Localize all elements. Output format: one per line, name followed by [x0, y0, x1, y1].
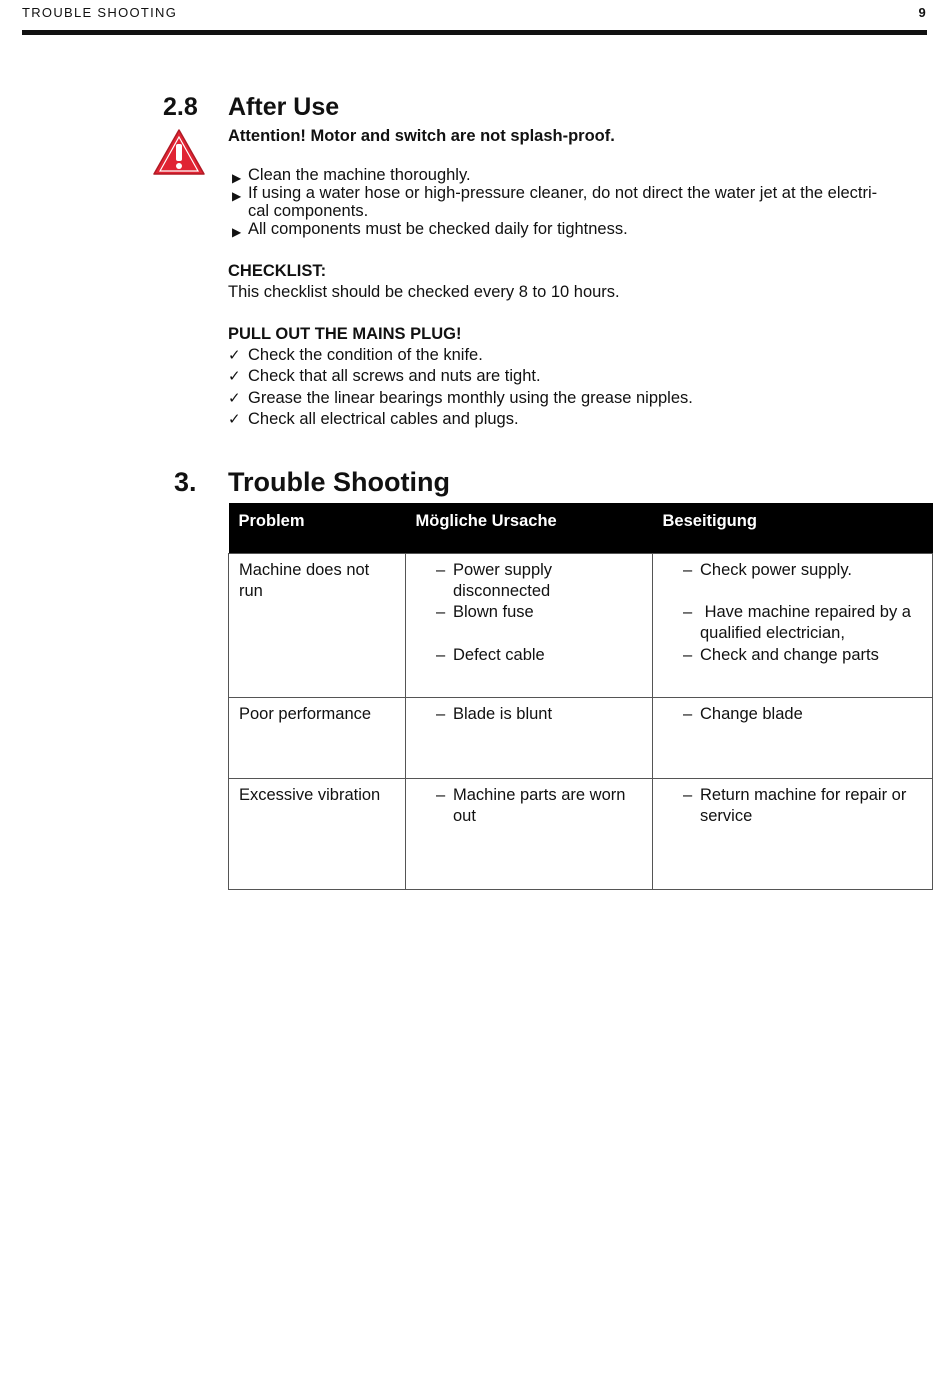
cause-cell: [406, 778, 653, 889]
table-row: [229, 553, 933, 697]
table-header-row: [229, 503, 933, 553]
cause-cell: [406, 697, 653, 778]
checklist-heading: CHECKLIST:: [228, 262, 327, 280]
section-number: 3.: [174, 467, 197, 497]
cause-item: – Power supply disconnected: [436, 560, 553, 600]
remedy-item: – Check power supply.: [683, 560, 852, 579]
list-item: ▶ If using a water hose or high-pressure cleaner, do not direct the water jet at the electri-: [232, 184, 878, 203]
column-header-remedy: Beseitigung: [653, 503, 933, 553]
problem-cell: Excessive vibration: [229, 778, 406, 889]
remedy-cell: [653, 697, 933, 778]
check-item: ✓ Check that all screws and nuts are tight.: [228, 366, 693, 387]
cause-item: – Blown fuse: [436, 603, 534, 622]
cause-item: – Defect cable: [436, 645, 545, 664]
column-header-problem: Problem: [229, 503, 406, 553]
table-row: [229, 697, 933, 778]
mains-plug-heading: PULL OUT THE MAINS PLUG!: [228, 325, 462, 343]
checkmark-icon: ✓: [228, 389, 241, 407]
cause-item: – Machine parts are worn out: [436, 785, 626, 825]
triangle-bullet-icon: ▶: [232, 225, 242, 239]
triangle-bullet-icon: ▶: [232, 171, 242, 185]
attention-text: Attention! Motor and switch are not splash-proof.: [228, 127, 615, 145]
checkmark-icon: ✓: [228, 368, 241, 386]
list-item: ▶ All components must be checked daily for tightness.: [232, 220, 628, 239]
checklist-note: This checklist should be checked every 8 to 10 hours.: [228, 283, 620, 301]
remedy-item: – Change blade: [683, 704, 803, 723]
cause-cell: [406, 553, 653, 697]
column-header-cause: Mögliche Ursache: [406, 503, 653, 553]
remedy-cell: [653, 553, 933, 697]
section-title: Trouble Shooting: [228, 467, 450, 497]
cause-item: – Blade is blunt: [436, 704, 553, 723]
check-item: ✓ Check all electrical cables and plugs.: [228, 409, 693, 430]
checkmark-icon: ✓: [228, 347, 241, 364]
problem-cell: Machine does not run: [229, 553, 406, 697]
section-title: After Use: [228, 93, 340, 121]
section-number: 2.8: [163, 93, 198, 121]
triangle-bullet-icon: ▶: [232, 189, 242, 203]
table-row: [229, 778, 933, 889]
check-item: ✓ Check the condition of the knife.: [228, 345, 693, 366]
after-use-list: [228, 166, 928, 238]
header-rule: [22, 30, 927, 35]
remedy-item: – Return machine for repair or service: [683, 785, 907, 825]
running-header: [22, 5, 927, 25]
remedy-item: – Check and change parts: [683, 645, 879, 664]
page-number: 9: [918, 5, 927, 20]
problem-cell: Poor performance: [229, 697, 406, 778]
running-header-title: TROUBLE SHOOTING: [22, 5, 178, 20]
remedy-cell: [653, 778, 933, 889]
checklist: [228, 345, 693, 430]
list-item-continuation: cal components.: [248, 202, 369, 220]
remedy-item: – Have machine repaired by a qualified electrician,: [683, 603, 916, 643]
checkmark-icon: ✓: [228, 410, 241, 428]
check-item: ✓ Grease the linear bearings monthly using the grease nipples.: [228, 388, 693, 409]
list-item: ▶ Clean the machine thoroughly.: [232, 166, 471, 185]
trouble-shooting-table: [228, 503, 933, 890]
warning-icon: [152, 127, 206, 177]
